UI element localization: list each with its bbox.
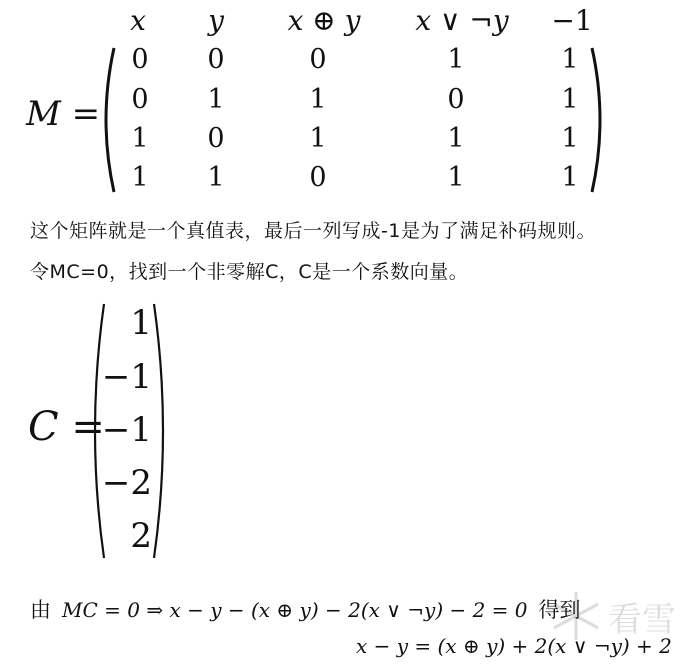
matrix-cell: 1: [207, 162, 225, 193]
explanation-line-2: 令MC=0，找到一个非零解C，C是一个系数向量。: [30, 261, 469, 283]
matrix-cell: 1: [561, 123, 579, 154]
matrix-cell: 1: [447, 123, 465, 154]
matrix-m: [0, 0, 693, 200]
matrix-cell: 1: [561, 44, 579, 75]
equation-mc-zero: MC = 0 ⇒ x − y − (x ⊕ y) − 2(x ∨ ¬y) − 2 = 0: [62, 598, 528, 622]
vector-right-paren: [150, 302, 172, 560]
vector-c-cell: −2: [101, 463, 152, 503]
matrix-cell: 1: [207, 84, 225, 115]
matrix-cell: 1: [447, 44, 465, 75]
matrix-cell: 0: [309, 44, 327, 75]
snow-logo-icon: [548, 588, 604, 644]
vector-c-cell: 2: [130, 516, 152, 556]
matrix-cell: 0: [131, 44, 149, 75]
derivation-prefix: 由: [30, 598, 51, 622]
matrix-left-paren: [96, 46, 118, 194]
matrix-cell: 1: [131, 123, 149, 154]
watermark-text: 看雪: [608, 600, 676, 640]
vector-c-cell: −1: [101, 357, 152, 397]
matrix-header-or-not: x ∨ ¬y: [415, 4, 509, 37]
matrix-header-y: y: [208, 4, 224, 37]
vector-c-cell: −1: [101, 410, 152, 450]
matrix-cell: 1: [309, 84, 327, 115]
watermark: [548, 582, 688, 654]
matrix-cell: 0: [207, 123, 225, 154]
equation-final: x − y = (x ⊕ y) + 2(x ∨ ¬y) + 2: [356, 634, 672, 658]
matrix-header-neg-one: −1: [551, 4, 593, 37]
matrix-cell: 1: [561, 162, 579, 193]
matrix-right-paren: [588, 46, 610, 194]
derivation-suffix: 得到: [538, 598, 581, 622]
matrix-header-xor: x ⊕ y: [287, 4, 361, 37]
matrix-cell: 1: [309, 123, 327, 154]
explanation-line-1: 这个矩阵就是一个真值表，最后一列写成-1是为了满足补码规则。: [30, 220, 596, 242]
matrix-header-x: x: [130, 4, 146, 37]
vector-c-label: C =: [28, 404, 105, 450]
derivation-line: [30, 594, 581, 624]
matrix-cell: 0: [309, 162, 327, 193]
matrix-cell: 1: [131, 162, 149, 193]
matrix-cell: 0: [447, 84, 465, 115]
matrix-m-label: M =: [26, 94, 101, 134]
matrix-cell: 0: [131, 84, 149, 115]
matrix-cell: 1: [561, 84, 579, 115]
vector-c-cell: 1: [130, 303, 152, 343]
matrix-cell: 1: [447, 162, 465, 193]
matrix-cell: 0: [207, 44, 225, 75]
